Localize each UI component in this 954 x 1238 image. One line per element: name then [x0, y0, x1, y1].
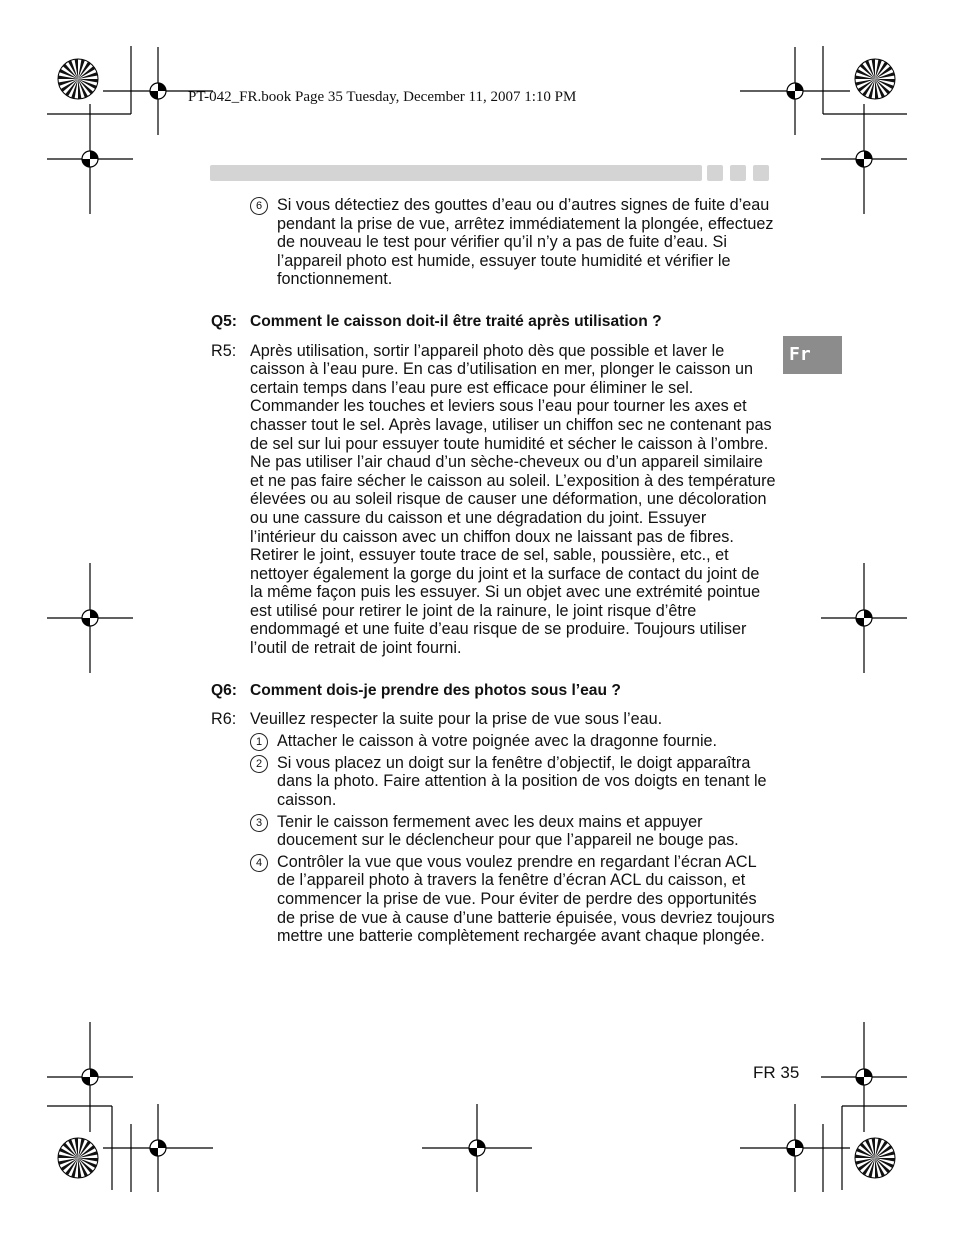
starburst-mark-top-left — [78, 79, 79, 80]
book-info-header: PT-042_FR.book Page 35 Tuesday, December 11, 2007 1:10 PM — [188, 89, 577, 105]
registration-mark-top-left-inner — [158, 91, 159, 92]
registration-mark-bottom-left-inner — [158, 1148, 159, 1149]
list-item-text: Si vous placez un doigt sur la fenêtre d’objectif, le doigt apparaîtra dans la photo. Faire attention à la position de vos doigts en tenant le caisson. — [277, 753, 767, 810]
circled-number: 4 — [250, 854, 268, 872]
answer-r5 — [211, 342, 776, 658]
question-text: Comment dois-je prendre des photos sous l’eau ? — [250, 681, 621, 699]
starburst-mark-top-right — [875, 79, 876, 80]
registration-mark-right-lower — [864, 1077, 865, 1078]
list-item-text: Si vous détectiez des gouttes d’eau ou d’autres signes de fuite d’eau pendant la prise de vue, arrêtez immédiatement la plongée, effectuez de nouveau le test pour vérifier qu’il n’y a pas de fuite d’eau. Si l’appareil photo est humide, essuyer toute humidité et vérifier le fonctionnement. — [277, 196, 774, 289]
question-label: Q6: — [211, 681, 237, 699]
registration-mark-left-upper — [90, 159, 91, 160]
starburst-mark-bottom-left — [78, 1158, 79, 1159]
list-item-3 — [250, 813, 776, 850]
list-item-text: Contrôler la vue que vous voulez prendre en regardant l’écran ACL de l’appareil photo à travers la fenêtre d’écran ACL du caisson, et commencer la prise de vue. Pour éviter de perdre des opportunités de prise de vue à cause d’une batterie épuisée, vous devriez toujours mettre une batterie complètement rechargée avant chaque plongée. — [277, 852, 775, 946]
circled-number: 3 — [250, 814, 268, 832]
circled-number: 1 — [250, 733, 268, 751]
list-item-2 — [250, 754, 776, 810]
answer-r6 — [211, 710, 776, 729]
question-label: Q5: — [211, 312, 237, 330]
registration-mark-bottom-center — [477, 1148, 478, 1149]
list-item-text: Attacher le caisson à votre poignée avec la dragonne fournie. — [277, 731, 718, 750]
header-band — [210, 165, 702, 181]
registration-mark-bottom-right-inner — [795, 1148, 796, 1149]
answer-intro: Veuillez respecter la suite pour la prise de vue sous l’eau. — [250, 710, 663, 729]
header-square-2 — [730, 165, 746, 181]
list-item-6 — [250, 196, 776, 289]
header-square-1 — [707, 165, 723, 181]
page-number: FR 35 — [753, 1063, 800, 1082]
registration-mark-top-right-inner — [795, 91, 796, 92]
list-item-text: Tenir le caisson fermement avec les deux mains et appuyer doucement sur le déclencheur pour que l’appareil ne bouge pas. — [277, 812, 739, 850]
registration-mark-right-middle — [864, 618, 865, 619]
language-tab: Fr — [783, 336, 842, 374]
starburst-mark-bottom-right — [875, 1158, 876, 1159]
answer-label: R6: — [211, 710, 237, 729]
circled-number: 2 — [250, 755, 268, 773]
circled-number: 6 — [250, 197, 268, 215]
question-q5 — [211, 313, 776, 332]
answer-label: R5: — [211, 341, 237, 360]
registration-mark-right-upper — [864, 159, 865, 160]
question-text: Comment le caisson doit-il être traité après utilisation ? — [250, 312, 662, 330]
answer-text: Après utilisation, sortir l’appareil photo dès que possible et laver le caisson à l’eau pure. En cas d’utilisation en mer, plonger le caisson un certain temps dans l’eau pure est efficace pour éliminer le sel. Commander les touches et leviers sous l’eau pour tourner les axes et chasser tout le sel. Après lavage, utiliser un chiffon sec ne contenant pas de sel sur lui pour essuyer toute humidité et sécher le caisson à l’ombre. Ne pas utiliser l’air chaud d’un sèche-cheveux ou d’un appareil similaire et ne pas faire sécher le caisson au soleil. L’exposition à des température élevées ou au soleil risque de causer une déformation, une décoloration ou une cassure du caisson et une dégradation du joint. Essuyer l’intérieur du caisson avec un chiffon doux ne laissant pas de fibres. Retirer le joint, essuyer toute trace de sel, sable, poussière, etc., et nettoyer également la gorge du joint et la surface de contact du joint de la même façon puis les essuyer. Si un objet avec une extrémité pointue est utilisé pour retirer le joint de la rainure, le joint risque d’être endommagé et une fuite d’eau risque de se produire. Toujours utiliser l’outil de retrait de joint fourni. — [250, 341, 776, 658]
main-content — [211, 196, 776, 946]
list-item-4 — [250, 853, 776, 946]
question-q6 — [211, 682, 776, 701]
header-square-3 — [753, 165, 769, 181]
list-item-1 — [250, 732, 776, 751]
registration-mark-left-lower — [90, 1077, 91, 1078]
registration-mark-left-middle — [90, 618, 91, 619]
